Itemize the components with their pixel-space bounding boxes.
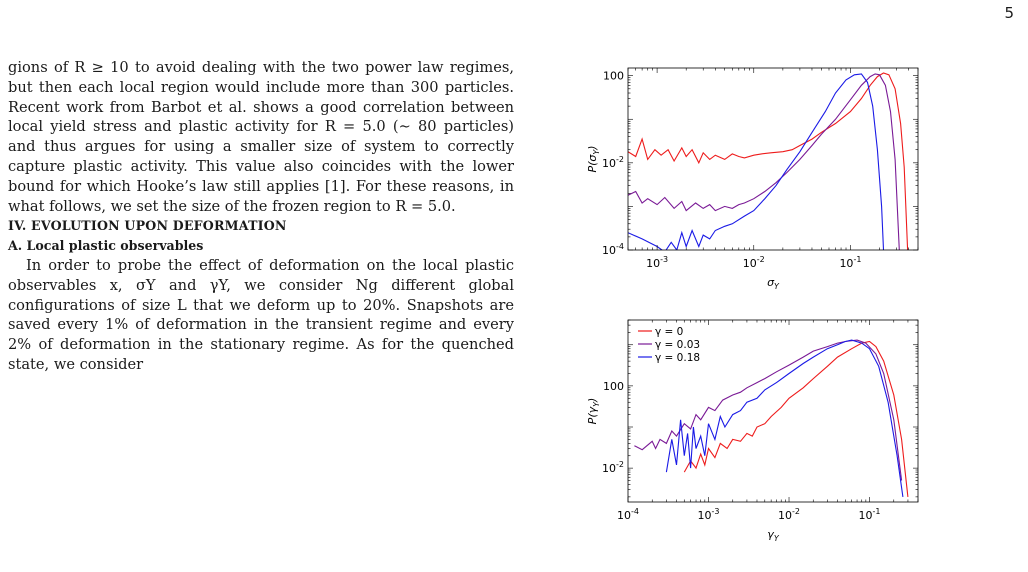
- series-line-1: [628, 73, 908, 250]
- subsection-heading: A. Local plastic observables: [8, 238, 204, 254]
- x-tick-label: $10^{-4}$: [617, 507, 639, 522]
- chart-panel-1: [586, 68, 918, 291]
- legend-entry: γ = 0: [655, 326, 684, 338]
- y-axis-label: $P(\gamma_Y)$: [586, 397, 601, 425]
- paragraph-1: gions of R ≥ 10 to avoid dealing with the two power law regimes, but then each local region would include more than 300 particles. Recent work from Barbot et al. shows a good correlation between local yield stress and plastic activity for R = 5.0 (∼ 80 particles) and thus argues for using a smaller size of system to correctly capture plastic activity. This value also coincides with the lower bound for which Hooke’s law still applies [1]. For these reasons, in what follows, we set the size of the frozen region to R = 5.0.: [8, 59, 514, 215]
- chart-panel-2: [586, 320, 918, 543]
- legend-entry: γ = 0.18: [655, 352, 701, 364]
- series-line-2: [628, 74, 899, 250]
- legend-entry: γ = 0.03: [655, 339, 701, 351]
- x-tick-label: $10^{-2}$: [778, 507, 801, 522]
- y-tick-label: 100: [603, 379, 624, 393]
- axes-box: [628, 68, 918, 250]
- section-heading: IV. EVOLUTION UPON DEFORMATION: [8, 218, 287, 234]
- y-tick-label: 100: [603, 69, 624, 83]
- y-tick-label: $10^{-2}$: [602, 154, 624, 170]
- paragraph-2: In order to probe the effect of deformation on the local plastic observables x, σY and γY, we consider Ng different global configurations of size L that we deform up to 20%. Snapshots are saved every 1% of deformation in the transient regime and every 2% of deformation in the stationary regime. As for the quenched state, we consider: [8, 256, 514, 373]
- page-number: 5: [1004, 4, 1014, 22]
- figure-svg: [578, 48, 978, 558]
- y-tick-label: $10^{-4}$: [602, 242, 624, 257]
- x-tick-label: $10^{-2}$: [742, 255, 765, 270]
- x-tick-label: $10^{-1}$: [839, 255, 862, 270]
- text-column: [8, 58, 514, 375]
- y-axis-label: $P(\sigma_Y)$: [586, 145, 601, 173]
- series-line-3: [628, 74, 884, 252]
- series-line-1: [684, 342, 908, 497]
- x-tick-label: $10^{-3}$: [697, 507, 720, 522]
- y-tick-label: $10^{-2}$: [602, 460, 624, 476]
- x-tick-label: $10^{-1}$: [858, 507, 881, 522]
- figure: [578, 48, 978, 558]
- x-tick-label: $10^{-3}$: [646, 255, 669, 270]
- x-axis-label: $\gamma_Y$: [767, 528, 779, 543]
- x-axis-label: $\sigma_Y$: [767, 276, 779, 291]
